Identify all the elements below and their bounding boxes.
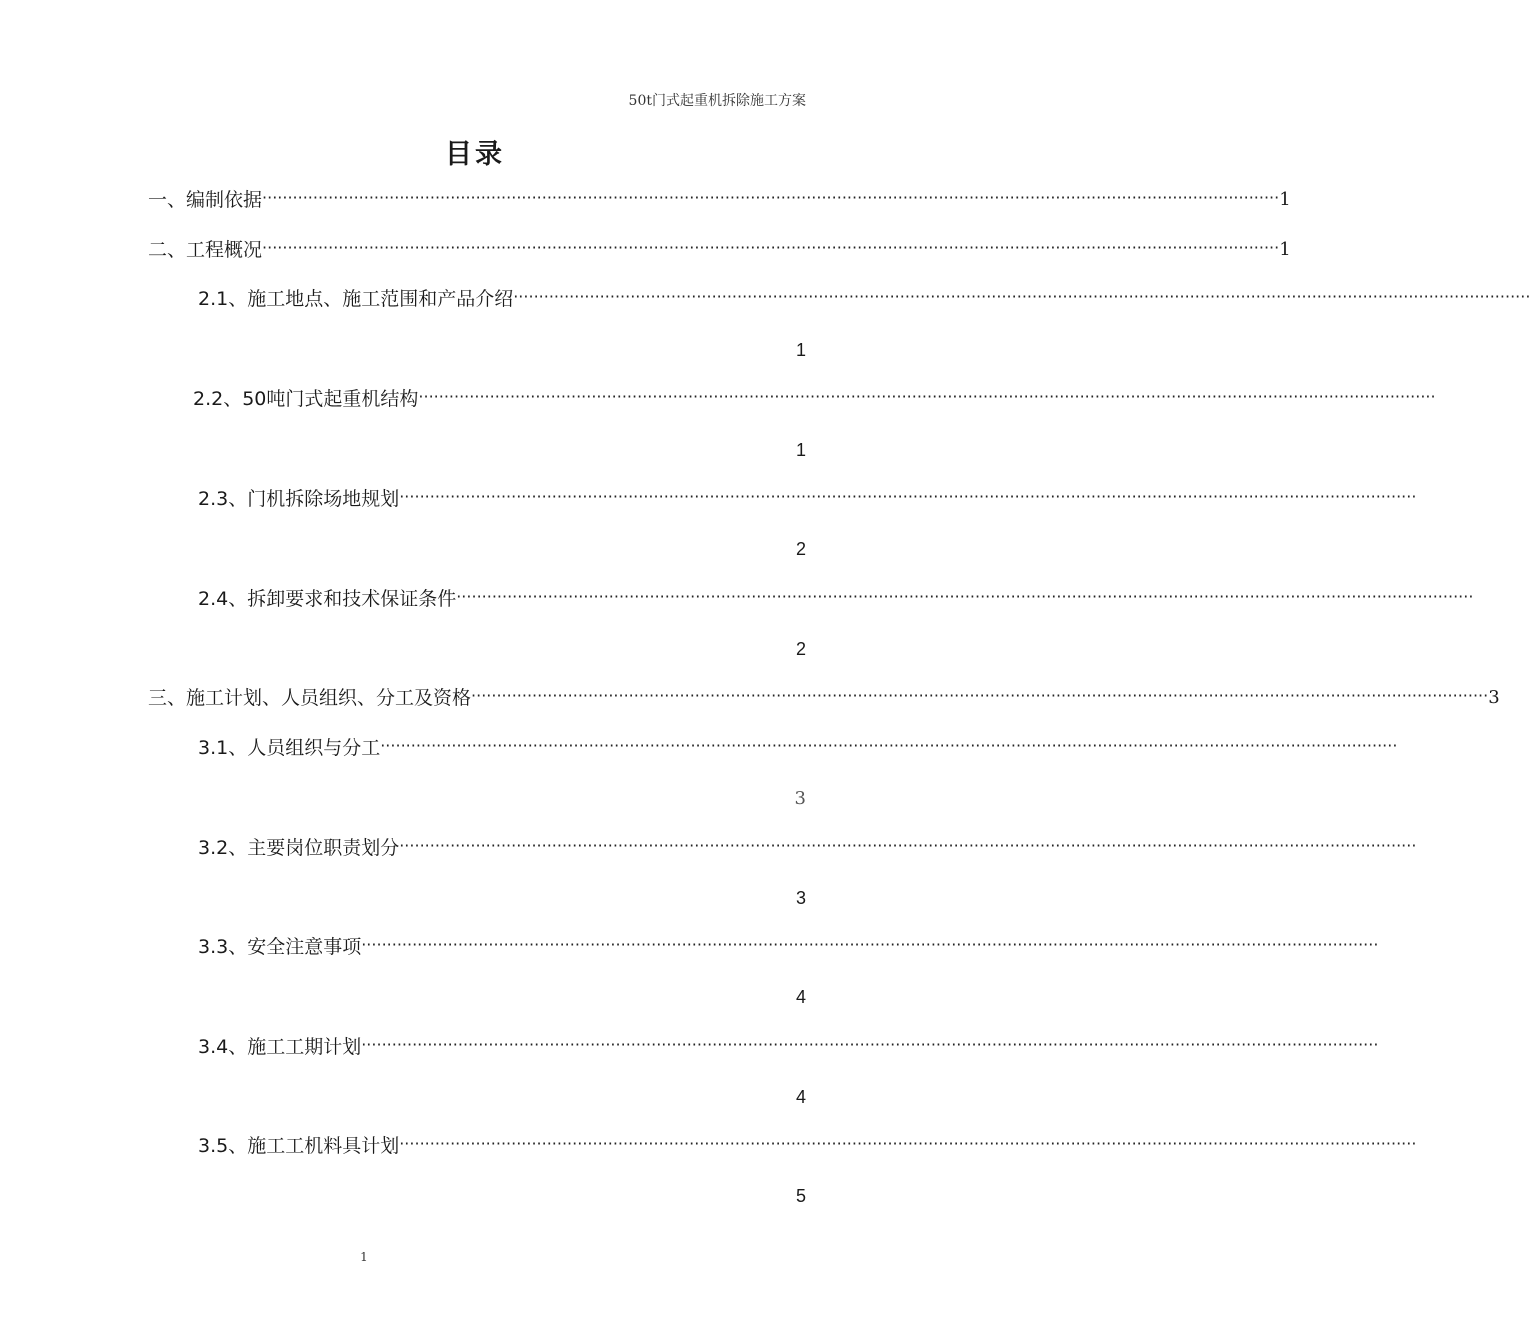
leader-dots: ········································································································································································································ xyxy=(513,287,1530,306)
toc-entry-page: 3 xyxy=(794,788,806,809)
toc-entry-label: 一、编制依据 xyxy=(148,189,263,211)
toc-entry-page: 1 xyxy=(795,440,806,460)
leader-dots: ········································································································································································································ xyxy=(262,188,1280,207)
toc-entry-11[interactable] xyxy=(198,1034,1379,1060)
toc-entry-label: 3.5、施工工机料具计划 xyxy=(198,1135,400,1157)
leader-dots: ········································································································································································································ xyxy=(399,487,1417,506)
toc-entry-label: 二、工程概况 xyxy=(148,239,263,261)
toc-entry-page: 3 xyxy=(795,888,806,908)
toc-entry-2[interactable] xyxy=(148,237,1291,263)
toc-entry-label: 2.2、50吨门式起重机结构 xyxy=(193,388,419,410)
toc-entry-page: 3 xyxy=(1488,687,1500,708)
toc-entry-label: 2.4、拆卸要求和技术保证条件 xyxy=(198,588,457,610)
toc-entry-label: 2.1、施工地点、施工范围和产品介绍 xyxy=(198,288,514,310)
leader-dots: ········································································································································································································ xyxy=(262,238,1280,257)
running-header: 50t门式起重机拆除施工方案 xyxy=(628,93,806,109)
toc-entry-page: 2 xyxy=(795,639,806,659)
toc-entry-label: 3.3、安全注意事项 xyxy=(198,936,362,958)
toc-entry-page: 4 xyxy=(795,987,806,1007)
leader-dots: ········································································································································································································ xyxy=(361,935,1379,954)
toc-entry-9[interactable] xyxy=(198,835,1417,861)
leader-dots: ········································································································································································································ xyxy=(456,587,1474,606)
toc-entry-5[interactable] xyxy=(198,486,1417,512)
toc-entry-page: 1 xyxy=(1279,239,1291,260)
leader-dots: ········································································································································································································ xyxy=(399,836,1417,855)
toc-entry-8[interactable] xyxy=(198,735,1398,761)
toc-entry-label: 3.2、主要岗位职责划分 xyxy=(198,837,400,859)
toc-entry-4[interactable] xyxy=(193,386,1436,412)
toc-entry-page: 1 xyxy=(1279,189,1291,210)
page-title: 目录 xyxy=(445,139,505,170)
toc-entry-page: 1 xyxy=(795,340,806,360)
toc-entry-1[interactable] xyxy=(148,187,1291,213)
leader-dots: ········································································································································································································ xyxy=(380,736,1398,755)
leader-dots: ········································································································································································································ xyxy=(471,686,1489,705)
toc-entry-label: 3.1、人员组织与分工 xyxy=(198,737,381,759)
leader-dots: ········································································································································································································ xyxy=(361,1035,1379,1054)
toc-entry-12[interactable] xyxy=(198,1133,1417,1159)
toc-entry-page: 4 xyxy=(795,1087,806,1107)
toc-entry-label: 3.4、施工工期计划 xyxy=(198,1036,362,1058)
toc-entry-label: 2.3、门机拆除场地规划 xyxy=(198,488,400,510)
footer-page-number: 1 xyxy=(360,1250,368,1264)
toc-entry-label: 三、施工计划、人员组织、分工及资格 xyxy=(148,687,472,709)
leader-dots: ········································································································································································································ xyxy=(418,387,1436,406)
toc-entry-page: 2 xyxy=(795,539,806,559)
toc-entry-6[interactable] xyxy=(198,586,1474,612)
toc-entry-7[interactable] xyxy=(148,685,1500,711)
toc-entry-10[interactable] xyxy=(198,934,1379,960)
toc-entry-3[interactable] xyxy=(198,286,1530,312)
toc-entry-page: 5 xyxy=(795,1186,806,1206)
leader-dots: ········································································································································································································ xyxy=(399,1134,1417,1153)
